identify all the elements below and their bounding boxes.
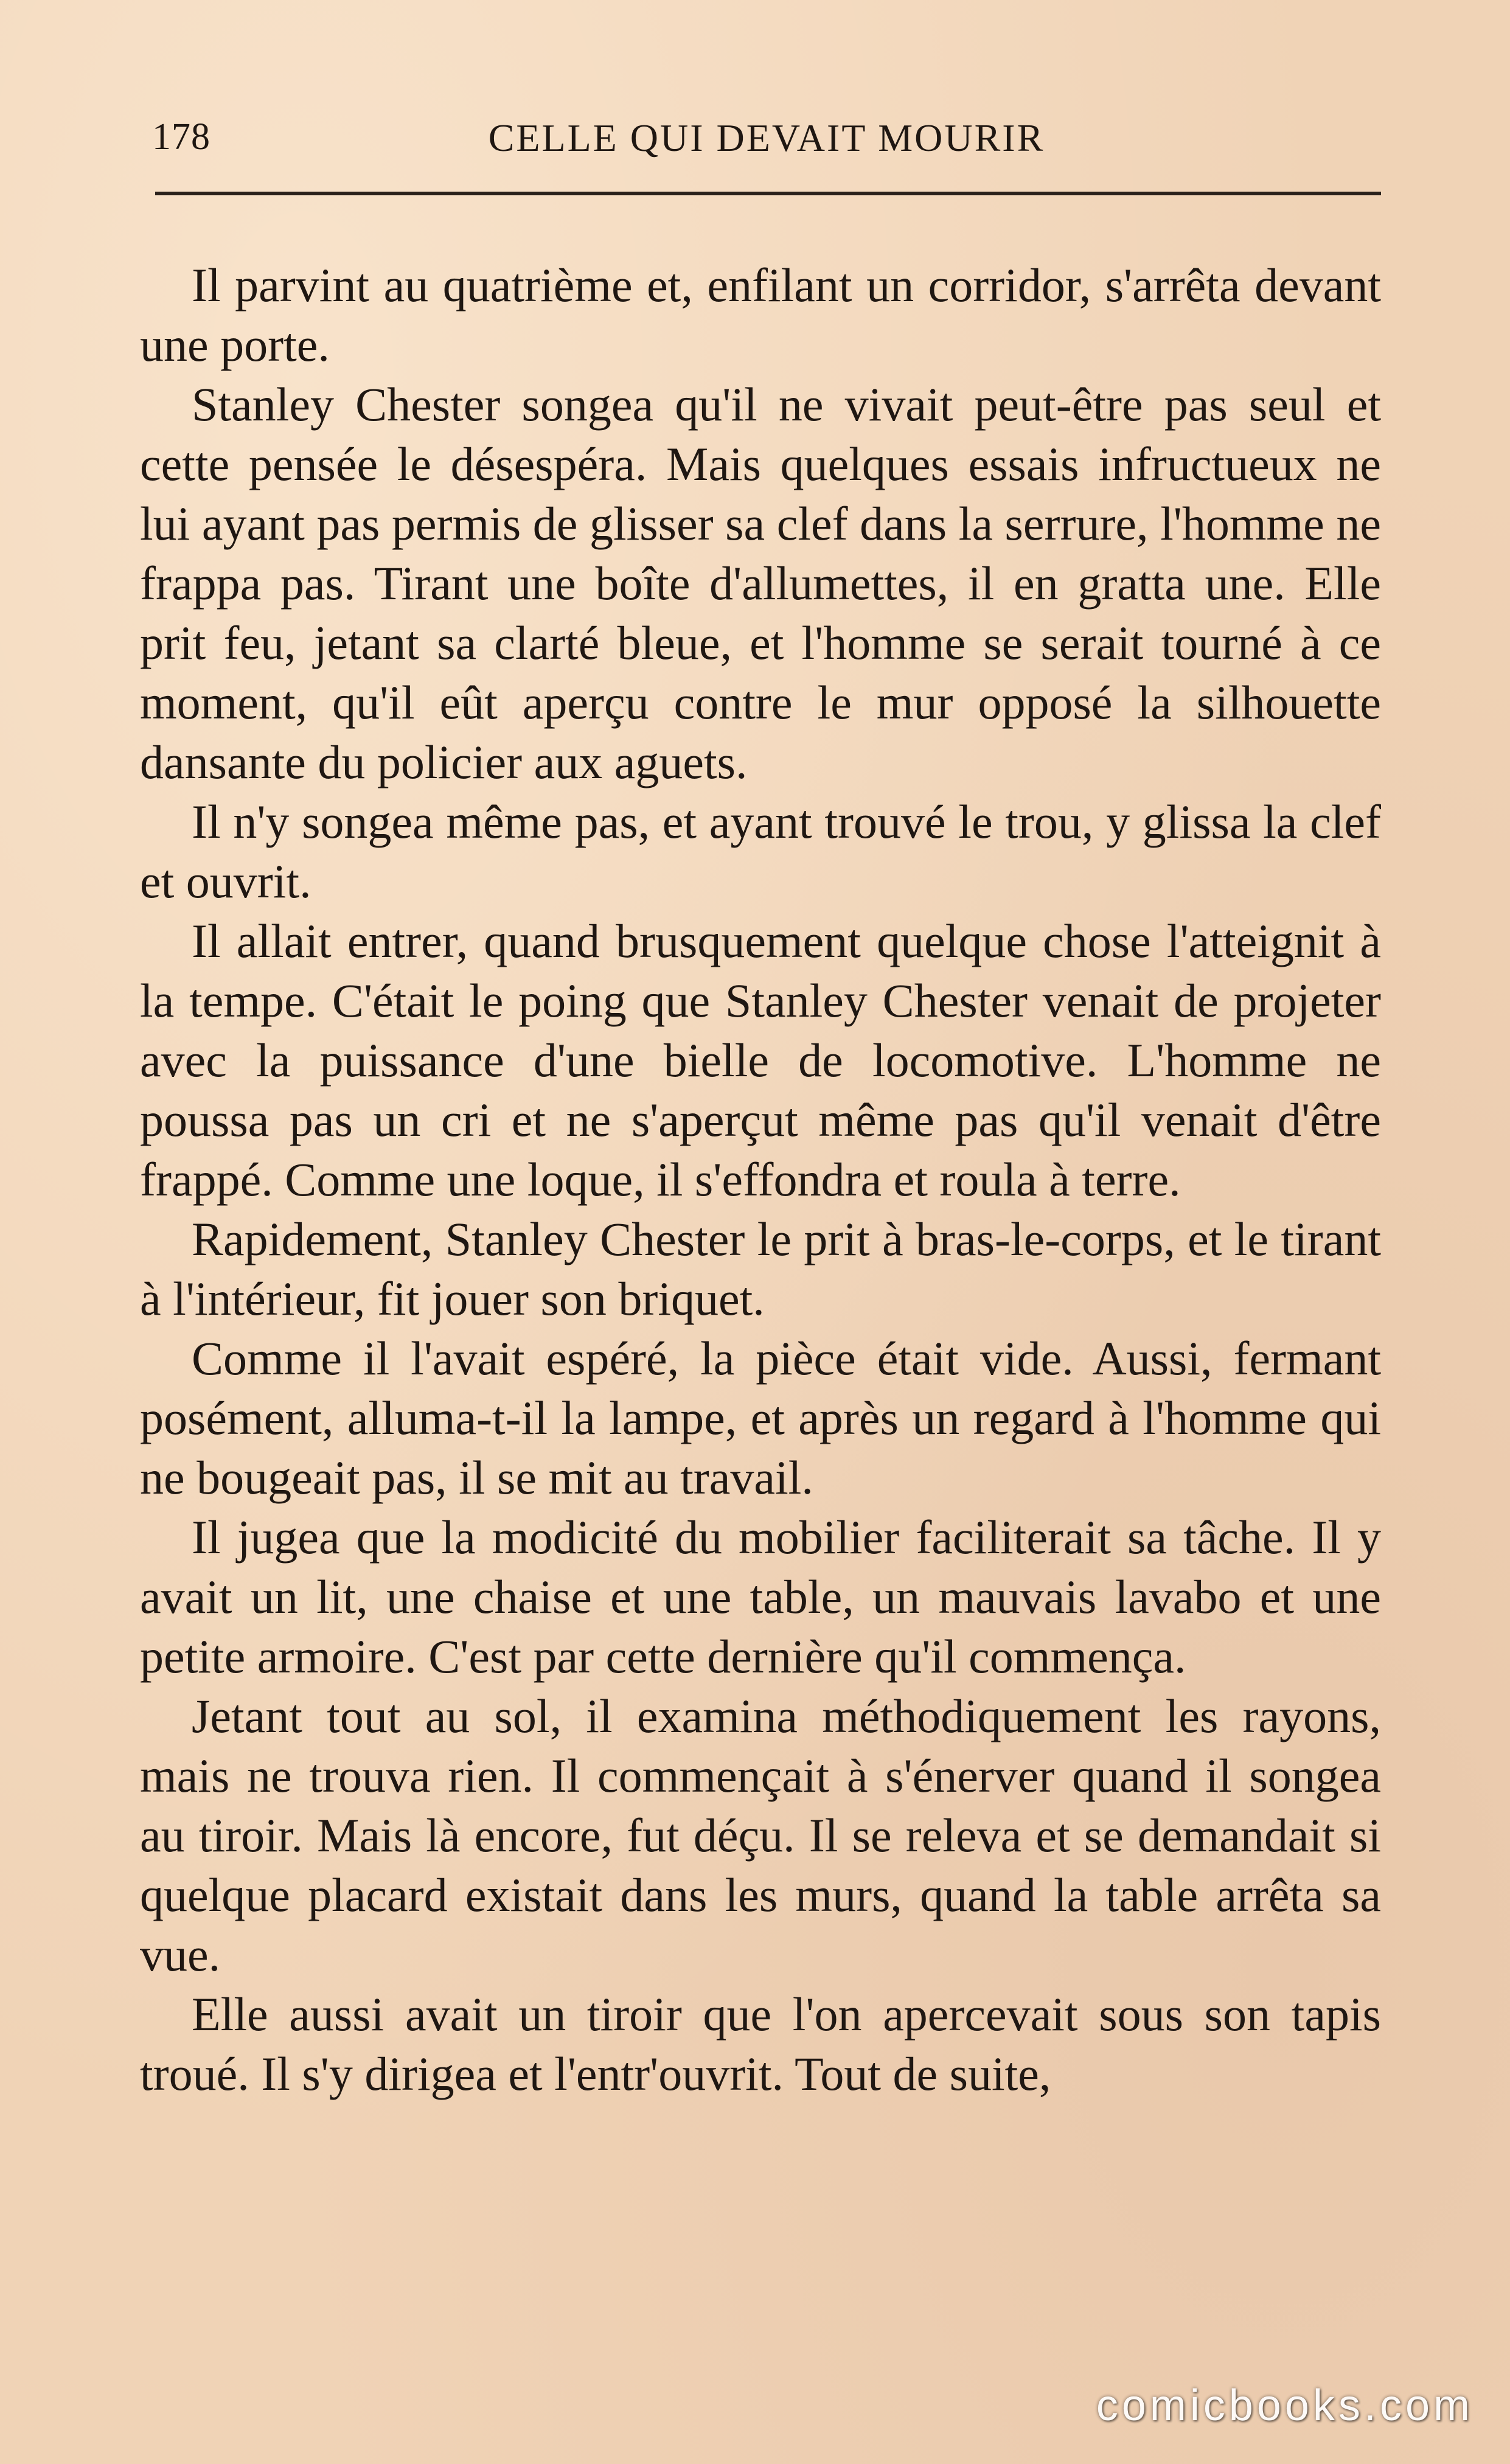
paragraph: Il allait entrer, quand brusquement quelque chose l'atteignit à la tempe. C'était le poing que Stanley Chester venait de projeter avec la puissance d'une bielle de locomotive. L'homme ne poussa pas un cri et ne s'aperçut même pas qu'il venait d'être frappé. Comme une loque, il s'effondra et roula à terre.	[140, 914, 1381, 1206]
paragraph: Il jugea que la modicité du mobilier faciliterait sa tâche. Il y avait un lit, une chaise et une table, un mauvais lavabo et une petite armoire. C'est par cette dernière qu'il commença.	[140, 1511, 1381, 1683]
paragraph: Il n'y songea même pas, et ayant trouvé le trou, y glissa la clef et ouvrit.	[140, 795, 1381, 908]
paragraph: Comme il l'avait espéré, la pièce était vide. Aussi, fermant posément, alluma-t-il la lampe, et après un regard à l'homme qui ne bougeait pas, il se mit au travail.	[140, 1332, 1381, 1504]
running-title: CELLE QUI DEVAIT MOURIR	[488, 116, 1045, 159]
watermark: comicbooks.com	[1096, 2381, 1473, 2430]
paragraph: Jetant tout au sol, il examina méthodiquement les rayons, mais ne trouva rien. Il commençait à s'énerver quand il songea au tiroir. Mais là encore, fut déçu. Il se releva et se demandait si quelque placard existait dans les murs, quand la table arrêta sa vue.	[140, 1690, 1381, 1981]
paragraph: Rapidement, Stanley Chester le prit à bras-le-corps, et le tirant à l'intérieur, fit jouer son briquet.	[140, 1213, 1381, 1325]
paragraph: Stanley Chester songea qu'il ne vivait peut-être pas seul et cette pensée le désespéra. Mais quelques essais infructueux ne lui ayant pas permis de glisser sa clef dans la serrure, l'homme ne frappa pas. Tirant une boîte d'allumettes, il en gratta une. Elle prit feu, jetant sa clarté bleue, et l'homme se serait tourné à ce moment, qu'il eût aperçu contre le mur opposé la silhouette dansante du policier aux aguets.	[140, 378, 1381, 788]
page-number: 178	[152, 116, 210, 158]
paragraph: Elle aussi avait un tiroir que l'on apercevait sous son tapis troué. Il s'y dirigea et l'entr'ouvrit. Tout de suite,	[140, 1988, 1381, 2100]
body-text	[140, 256, 1381, 2104]
header-rule	[155, 192, 1381, 195]
paragraph: Il parvint au quatrième et, enfilant un corridor, s'arrêta devant une porte.	[140, 259, 1381, 371]
page-header	[152, 110, 1381, 164]
